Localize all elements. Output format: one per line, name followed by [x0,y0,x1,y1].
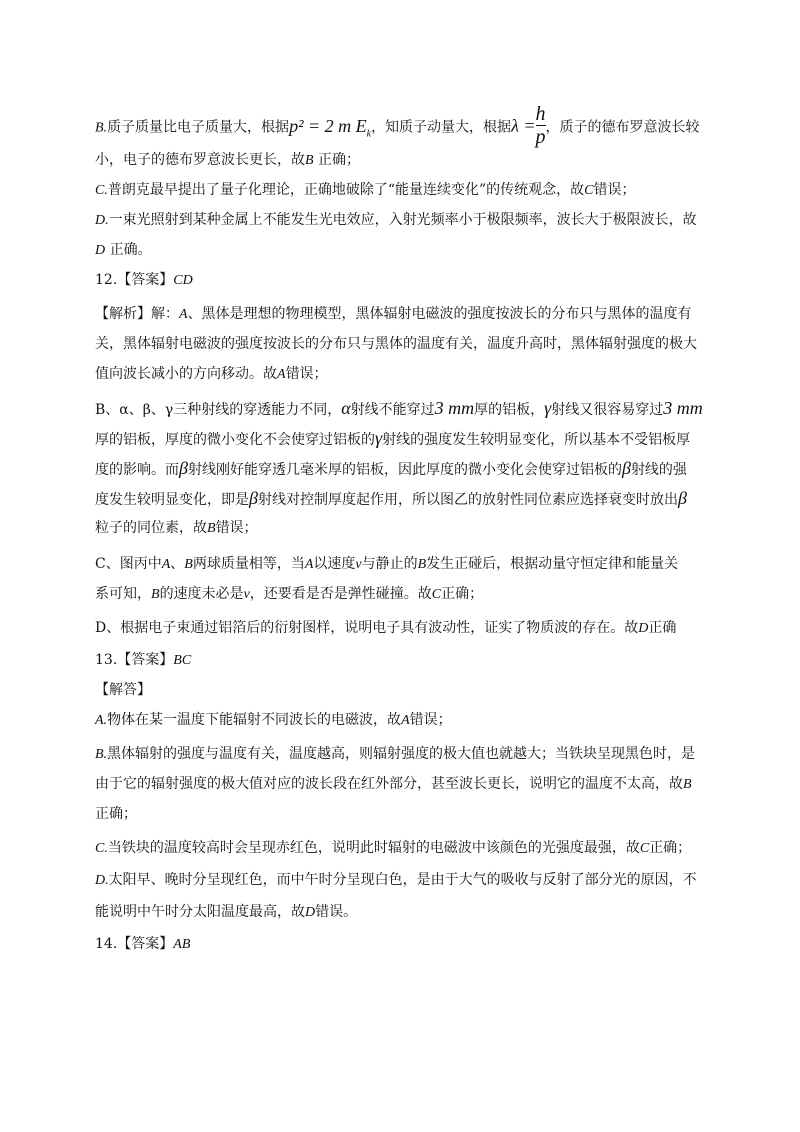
line: 粒子的同位素，故B错误； [95,520,258,536]
line: 度发生较明显变化，即是β射线对控制厚度起作用，所以图乙的放射性同位素应选择衰变时放出β [95,488,687,508]
solution-heading: 【解答】 [95,682,151,698]
answer-12: 12.【答案】CD [95,272,193,288]
lambda-symbol: λ = [511,115,536,136]
line: 关，黑体辐射电磁波的强度按波长的分布只与黑体的温度有关，温度升高时，黑体辐射强度的极大 [95,336,697,352]
line: 小，电子的德布罗意波长更长，故B 正确； [95,152,361,168]
momentum-formula: p² = 2 m $E_k$ [289,115,372,140]
line: C.当铁块的温度较高时会呈现赤红色，说明此时辐射的电磁波中该颜色的光强度最强，故C正确； [95,840,692,856]
line: D.太阳早、晚时分呈现红色，而中午时分呈现白色，是由于大气的吸收与反射了部分光的原因，不 [95,872,697,888]
line: 厚的铝板，厚度的微小变化不会使穿过铝板的γ射线的强度发生较明显变化，所以基本不受铝板厚 [95,428,691,448]
line: B.黑体辐射的强度与温度有关，温度越高，则辐射强度的极大值也就越大；当铁块呈现黑色时，是 [95,746,696,762]
text: ，质子的德布罗意波长较 [545,119,700,136]
text: 质子质量比电子质量大，根据 [107,119,290,136]
line: 正确； [95,806,137,822]
line-b-option [95,103,700,149]
line: D 正确。 [95,242,152,258]
line-d-option: D.一束光照射到某种金属上不能发生光电效应，入射光频率小于极限频率，波长大于极限波长，故 [95,212,697,228]
text: ，知质子动量大，根据 [371,119,512,136]
line-c-option: C.普朗克最早提出了量子化理论，正确地破除了“能量连续变化”的传统观念，故C错误； [95,182,636,198]
answer-14: 14.【答案】AB [95,936,191,952]
h-over-p-fraction: $\frac{h}{p}$ [535,103,546,148]
line: C、图丙中A、B两球质量相等，当A以速度v与静止的B发生正碰后，根据动量守恒定律和能量关 [95,556,679,572]
option-label: B. [95,120,108,136]
line: 系可知，B的速度未必是v，还要看是否是弹性碰撞。故C正确； [95,586,484,602]
line: 由于它的辐射强度的极大值对应的波长段在红外部分，甚至波长更长，说明它的温度不太高，故B [95,776,692,792]
line: 值向波长减小的方向移动。故A错误； [95,366,328,382]
line: A.物体在某一温度下能辐射不同波长的电磁波，故A错误； [95,712,452,728]
line: B、α、β、γ三种射线的穿透能力不同，α射线不能穿过3 mm厚的铝板，γ射线又很容易穿过3 mm [95,398,703,418]
line: 能说明中午时分太阳温度最高，故D错误。 [95,904,358,920]
analysis-12: 【解析】解：A、黑体是理想的物理模型，黑体辐射电磁波的强度按波长的分布只与黑体的温度有 [95,306,692,322]
line: 度的影响。而β射线刚好能穿透几毫米厚的铝板，因此厚度的微小变化会使穿过铝板的β射线的强 [95,458,687,478]
answer-13: 13.【答案】BC [95,652,192,668]
line: D、根据电子束通过铝箔后的衍射图样，说明电子具有波动性，证实了物质波的存在。故D正确 [95,620,677,636]
